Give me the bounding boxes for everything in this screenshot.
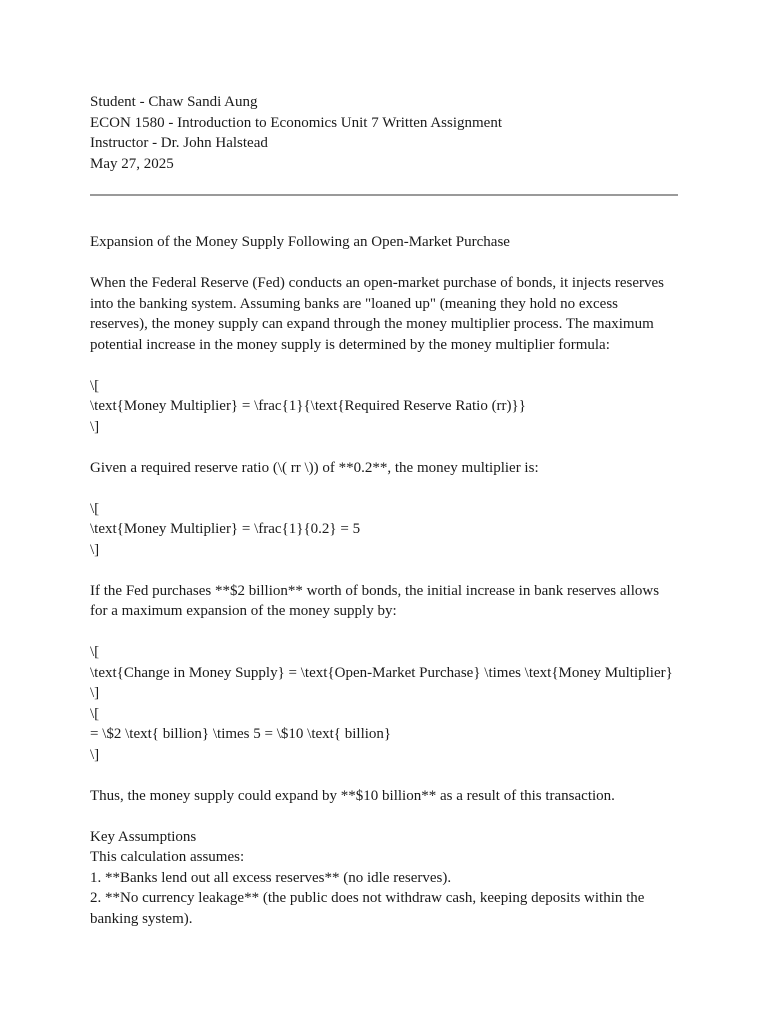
- formula-line: \[: [90, 377, 100, 394]
- formula-line: \]: [90, 746, 100, 763]
- formula-money-supply-change: [90, 642, 678, 765]
- document-header: [90, 92, 678, 174]
- formula-line: \]: [90, 418, 100, 435]
- given-ratio-paragraph: Given a required reserve ratio (\( rr \)) of **0.2**, the money multiplier is:: [90, 459, 539, 476]
- formula-line: \[: [90, 644, 100, 660]
- intro-paragraph: When the Federal Reserve (Fed) conducts an open-market purchase of bonds, it injects reserves into the banking system. Assuming banks are "loaned up" (meaning they hold no excess reserves), the money supply can expand through the money multiplier process. The maximum potential increase in the money supply is determined by the money multiplier formula:: [90, 275, 664, 353]
- assumptions-heading: Key Assumptions: [90, 828, 197, 845]
- formula-line: \[: [90, 705, 100, 722]
- formula-multiplier-value: [90, 499, 678, 561]
- formula-line: \text{Money Multiplier} = \frac{1}{\text{Required Reserve Ratio (rr)}}: [90, 398, 526, 414]
- formula-line: \text{Money Multiplier} = \frac{1}{0.2} = 5: [90, 521, 361, 537]
- formula-line: \]: [90, 541, 100, 558]
- course-title: ECON 1580 - Introduction to Economics Unit 7 Written Assignment: [90, 114, 502, 131]
- list-item: 2. **No currency leakage** (the public does not withdraw cash, keeping deposits within the banking system).: [90, 890, 645, 927]
- student-name: Student - Chaw Sandi Aung: [90, 94, 258, 110]
- instructor-name: Instructor - Dr. John Halstead: [90, 135, 268, 151]
- formula-line: \[: [90, 500, 100, 517]
- formula-line: \]: [90, 685, 100, 701]
- header-divider: [90, 194, 678, 196]
- formula-line: = \$2 \text{ billion} \times 5 = \$10 \text{ billion}: [90, 726, 392, 742]
- formula-line: \text{Change in Money Supply} = \text{Open-Market Purchase} \times \text{Money Multiplier}: [90, 664, 673, 681]
- assumptions-intro: This calculation assumes:: [90, 849, 245, 865]
- purchase-paragraph: If the Fed purchases **$2 billion** worth of bonds, the initial increase in bank reserves allows for a maximum expansion of the money supply by:: [90, 582, 660, 619]
- document-date: May 27, 2025: [90, 155, 174, 172]
- conclusion-paragraph: Thus, the money supply could expand by **$10 billion** as a result of this transaction.: [90, 787, 615, 804]
- section-title: Expansion of the Money Supply Following an Open-Market Purchase: [90, 234, 510, 250]
- formula-money-multiplier: [90, 376, 678, 438]
- list-item: 1. **Banks lend out all excess reserves** (no idle reserves).: [90, 869, 452, 886]
